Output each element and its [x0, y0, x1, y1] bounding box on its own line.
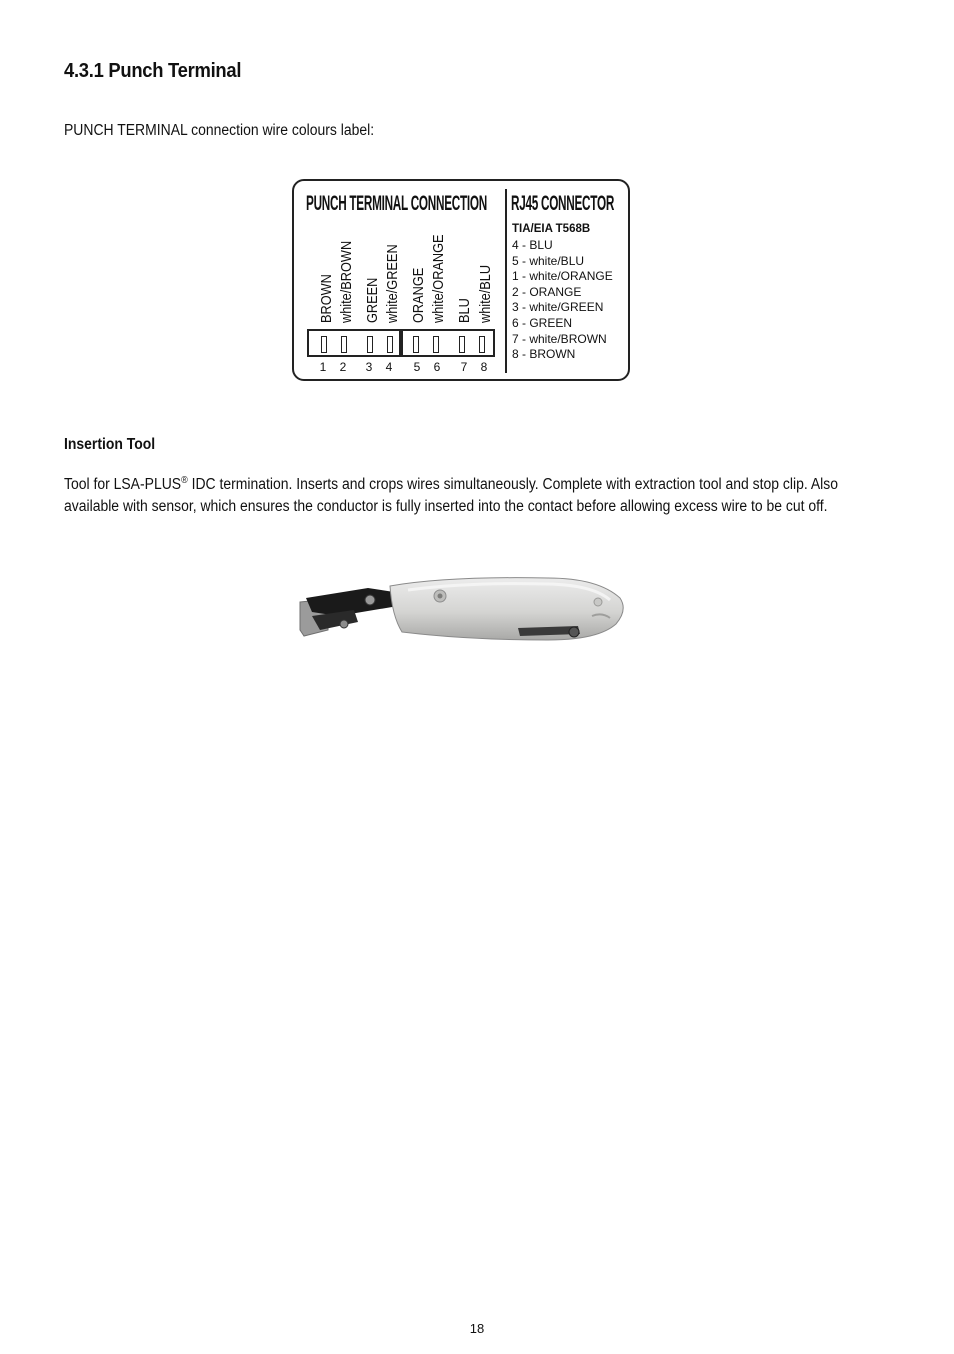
- terminal-slot: [341, 336, 347, 353]
- terminal-slot: [367, 336, 373, 353]
- pin-number: 2: [339, 360, 347, 374]
- insertion-tool-description: [64, 470, 847, 518]
- pin-number: 7: [460, 360, 468, 374]
- pin-number: 6: [433, 360, 441, 374]
- terminal-slot: [387, 336, 393, 353]
- terminal-slot: [479, 336, 485, 353]
- terminal-slot: [321, 336, 327, 353]
- label-divider: [505, 189, 507, 373]
- punch-terminal-title: PUNCH TERMINAL CONNECTION: [306, 192, 487, 215]
- terminal-block: [307, 329, 401, 357]
- rj45-pinout-list: [512, 238, 613, 363]
- intro-text: PUNCH TERMINAL connection wire colours label:: [64, 122, 375, 139]
- section-title: 4.3.1 Punch Terminal: [64, 60, 242, 82]
- pin-number: 1: [319, 360, 327, 374]
- wire-color-label: GREEN: [364, 277, 381, 323]
- pin-number: 5: [413, 360, 421, 374]
- terminal-block: [401, 329, 495, 357]
- pin-number: 4: [385, 360, 393, 374]
- wire-color-label: BROWN: [318, 274, 335, 323]
- pin-number: 8: [480, 360, 488, 374]
- wire-color-label: white/ORANGE: [430, 234, 447, 323]
- rj45-title: RJ45 CONNECTOR: [511, 192, 615, 215]
- punch-terminal-label: [292, 179, 630, 381]
- page-number: 18: [469, 1321, 485, 1336]
- pinout-item: 7 - white/BROWN: [512, 331, 607, 346]
- insertion-tool-heading: Insertion Tool: [64, 436, 156, 453]
- terminal-slot: [459, 336, 465, 353]
- pinout-item: 6 - GREEN: [512, 315, 573, 330]
- wire-color-label: white/BLU: [477, 264, 494, 323]
- terminal-slot: [413, 336, 419, 353]
- wire-color-label: white/BROWN: [338, 240, 355, 323]
- registered-mark: ®: [181, 475, 188, 486]
- wire-color-label: ORANGE: [410, 267, 427, 323]
- pinout-item: 5 - white/BLU: [512, 253, 585, 268]
- pinout-item: 8 - BROWN: [512, 347, 576, 362]
- terminal-slot: [433, 336, 439, 353]
- insertion-tool-image: [298, 572, 630, 646]
- pinout-item: 2 - ORANGE: [512, 284, 582, 299]
- description-text-end: IDC termination. Inserts and crops wires simultaneously. Complete with extraction tool and stop clip. Also available with sensor, which ensures the conductor is fully inserted into the contact before allowing excess wire to be cut off.: [64, 476, 838, 516]
- wiring-standard: TIA/EIA T568B: [512, 223, 591, 235]
- wire-color-label: BLU: [456, 298, 473, 323]
- pinout-item: 1 - white/ORANGE: [512, 269, 613, 284]
- description-text-start: Tool for LSA-PLUS: [64, 476, 182, 494]
- wire-color-label: white/GREEN: [384, 244, 401, 323]
- pin-number: 3: [365, 360, 373, 374]
- pinout-item: 3 - white/GREEN: [512, 300, 604, 315]
- pinout-item: 4 - BLU: [512, 238, 553, 252]
